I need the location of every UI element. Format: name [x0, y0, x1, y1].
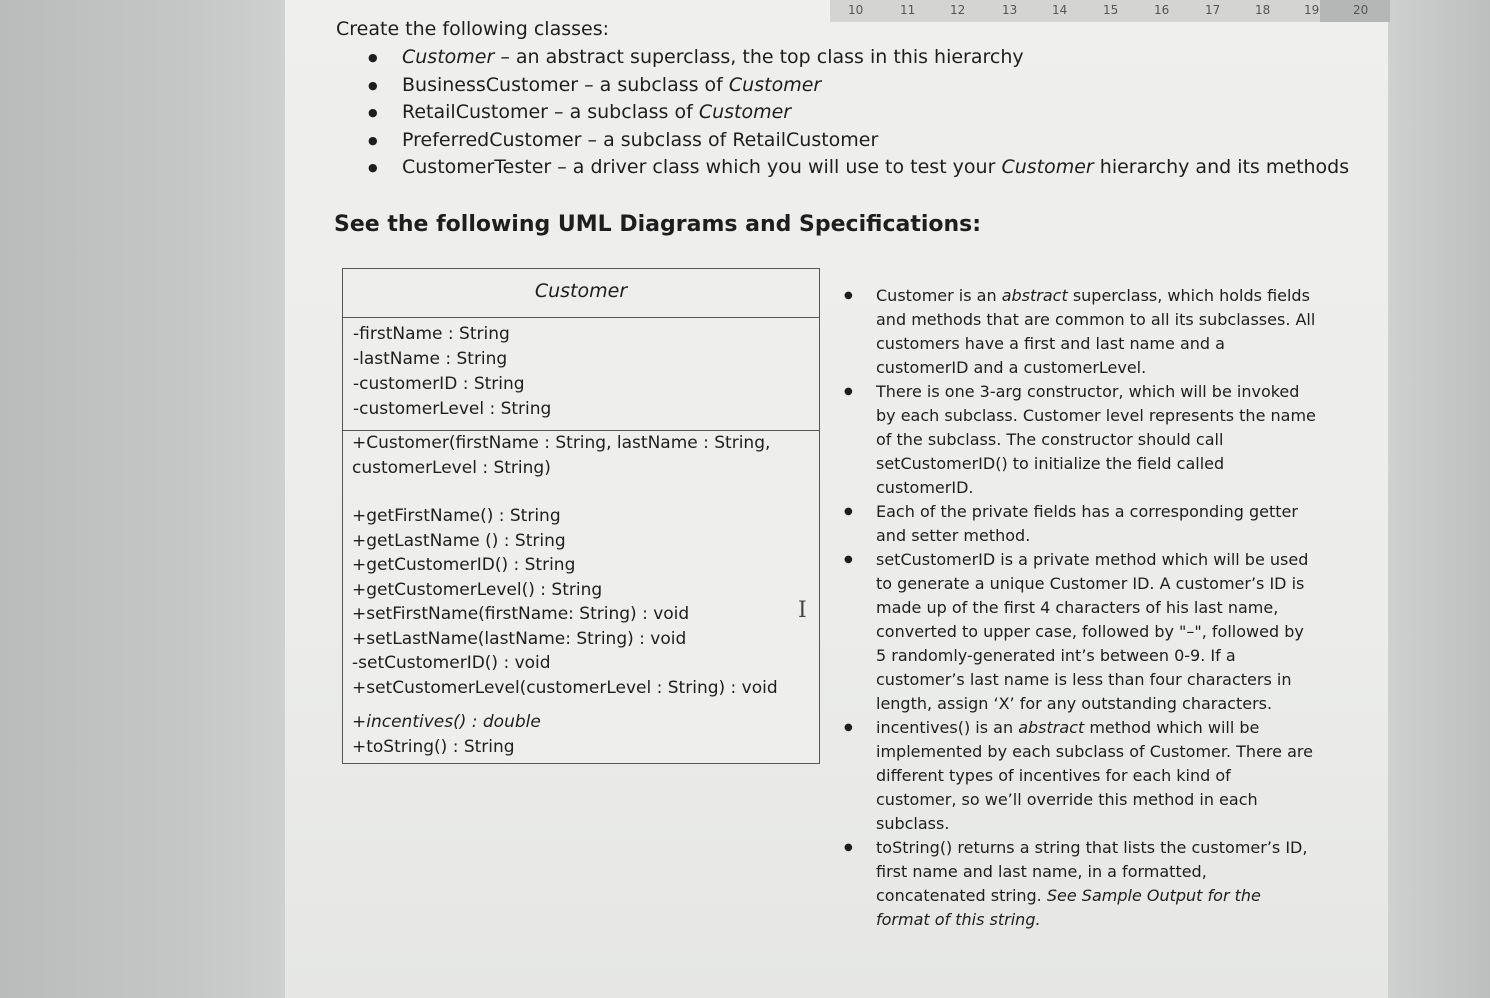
class-name: Customer [402, 46, 495, 68]
spec-text-tail: superclass, which holds fields and methods that are common to all its subclasses. All customers have a first and last name and a customerID and a customerLevel. [876, 286, 1316, 377]
class-desc-tail: hierarchy and its methods [1093, 156, 1350, 178]
spec-item [846, 500, 1316, 548]
spec-italic: abstract [1018, 718, 1085, 737]
class-desc-italic: Customer [728, 73, 822, 96]
text-cursor-icon: I [798, 598, 807, 623]
ruler-tick: 15 [1103, 3, 1119, 17]
uml-method: +getFirstName() : String [352, 506, 561, 526]
class-name: BusinessCustomer [402, 73, 579, 96]
spec-item [846, 716, 1316, 836]
ruler [830, 0, 1390, 22]
class-list-item [372, 44, 1349, 72]
ruler-tick: 13 [1002, 3, 1018, 17]
ruler-tick: 16 [1154, 3, 1170, 17]
uml-attribute: -customerLevel : String [353, 399, 552, 419]
ruler-tick: 12 [950, 3, 966, 17]
class-desc: – a subclass of RetailCustomer [581, 128, 879, 151]
spec-text: There is one 3-arg constructor, which will be invoked by each subclass. Customer level represents the name of the subclass. The constructor should call setCustomerID() to initialize the field called customerID. [876, 382, 1316, 497]
ruler-tick: 20 [1353, 3, 1369, 17]
spec-item [846, 284, 1316, 380]
class-list-item [372, 127, 1349, 155]
uml-constructor: customerLevel : String) [352, 457, 551, 478]
uml-constructor: +Customer(firstName : String, lastName : String, [352, 433, 771, 453]
uml-abstract-method: +incentives() : double [352, 712, 541, 732]
spec-list [846, 284, 1316, 932]
spec-item [846, 380, 1316, 500]
class-list-item [372, 99, 1349, 127]
class-desc-italic: Customer [698, 101, 792, 123]
uml-attribute: -customerID : String [353, 374, 525, 394]
uml-method: +getLastName () : String [352, 530, 566, 551]
spec-text: setCustomerID is a private method which will be used to generate a unique Customer ID. A customer’s ID is made up of the first 4 characters of his last name, converted to upper case, followed by "–", followed by 5 randomly-generated int’s between 0-9. If a customer’s last name is less than four characters in length, assign ‘X’ for any outstanding characters. [876, 550, 1309, 713]
uml-class-diagram [342, 268, 820, 764]
class-name: RetailCustomer [402, 101, 548, 123]
uml-method: +setCustomerLevel(customerLevel : String) : void [352, 677, 778, 698]
spec-text: incentives() is an [876, 718, 1019, 737]
class-list-item [372, 72, 1349, 100]
ruler-tick: 18 [1255, 3, 1271, 17]
class-list-item [372, 154, 1349, 182]
spec-text: Customer is an [876, 286, 1002, 305]
ruler-tick: 10 [848, 3, 864, 17]
class-desc: – a subclass of [547, 101, 699, 123]
spec-text-tail: method which will be implemented by each subclass of Customer. There are different types of incentives for each kind of customer, so we’ll override this method in each subclass. [876, 718, 1313, 833]
intro-text: Create the following classes: [336, 18, 610, 40]
class-desc: – a driver class which you will use to test your [551, 156, 1002, 178]
ruler-tick: 14 [1052, 3, 1068, 17]
class-desc: – an abstract superclass, the top class in this hierarchy [494, 46, 1024, 68]
uml-attribute: -firstName : String [353, 324, 510, 344]
class-desc: – a subclass of [578, 73, 729, 96]
spec-italic: abstract [1001, 286, 1068, 305]
uml-method: +setLastName(lastName: String) : void [352, 628, 687, 649]
ruler-tick: 11 [900, 3, 916, 17]
uml-method: +getCustomerLevel() : String [352, 579, 603, 600]
desk-background-left [0, 0, 285, 998]
section-heading: See the following UML Diagrams and Specifications: [334, 212, 982, 237]
spec-item [846, 836, 1316, 932]
desk-background-right [1388, 0, 1490, 998]
uml-method: +toString() : String [352, 736, 515, 757]
class-list [372, 44, 1349, 182]
uml-methods [343, 431, 819, 759]
ruler-tick: 19 [1304, 3, 1320, 17]
spec-item [846, 548, 1316, 716]
spec-italic: See Sample Output for the format of this string. [876, 886, 1261, 929]
uml-attribute: -lastName : String [353, 349, 508, 369]
uml-class-name: Customer [343, 269, 819, 318]
class-desc-italic: Customer [1001, 156, 1094, 178]
spec-text: toString() returns a string that lists the customer’s ID, first name and last name, in a formatted, concatenated string. [876, 838, 1308, 905]
ruler-tick: 17 [1205, 3, 1221, 17]
uml-attributes [343, 318, 819, 431]
uml-method: -setCustomerID() : void [352, 653, 551, 673]
uml-method: +getCustomerID() : String [352, 555, 576, 575]
class-name: CustomerTester [402, 156, 552, 178]
class-name: PreferredCustomer [402, 128, 582, 151]
spec-text: Each of the private fields has a corresponding getter and setter method. [876, 502, 1298, 545]
uml-method: +setFirstName(firstName: String) : void [352, 604, 690, 624]
